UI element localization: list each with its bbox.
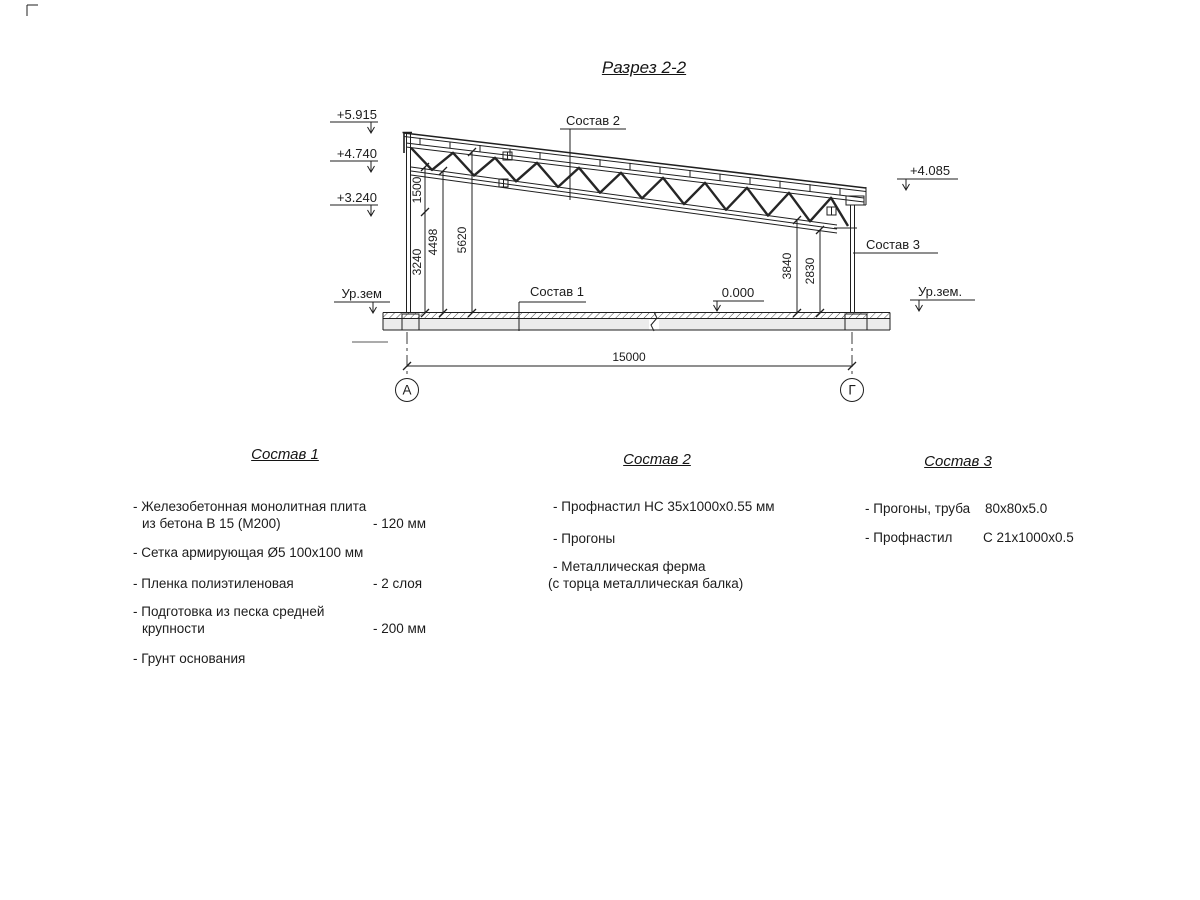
elevation-mark-zero <box>713 285 764 311</box>
axis-marker-a <box>396 379 419 402</box>
floor-slab <box>383 312 890 331</box>
legend-item-value: - 200 мм <box>373 621 427 636</box>
ground-level-mark-right <box>910 284 975 311</box>
section-drawing <box>0 0 1200 440</box>
dimension-label: 1500 <box>410 176 424 204</box>
dimension-15000 <box>403 332 856 377</box>
elevation-mark-4740 <box>330 146 378 172</box>
ground-label: Ур.зем. <box>918 284 963 299</box>
legend-item-line: - Пленка полиэтиленовая <box>133 576 294 591</box>
dimension-3240 <box>410 212 429 317</box>
legend-item-line: - Сетка армирующая Ø5 100х100 мм <box>133 545 364 560</box>
dimension-label: 5620 <box>455 226 469 254</box>
dimension-label: 4498 <box>426 228 440 256</box>
legend-item-line: - Металлическая ферма <box>553 559 706 574</box>
elevation-label: +5.915 <box>336 107 377 122</box>
axis-label: Г <box>848 382 856 398</box>
legend-item-line: - Профнастил НС 35х1000х0.55 мм <box>553 499 775 514</box>
callout-sostav-2 <box>560 113 626 200</box>
ground-label: Ур.зем <box>341 286 382 301</box>
legend-item-value: 80х80х5.0 <box>985 501 1048 516</box>
axis-label: А <box>402 382 412 398</box>
callout-label: Состав 2 <box>566 113 620 128</box>
drawing-title: Разрез 2-2 <box>601 58 687 77</box>
legend-title: Состав 1 <box>251 446 319 463</box>
dimension-2830 <box>803 226 824 317</box>
legend-item-line: из бетона В 15 (М200) <box>142 516 281 531</box>
dimension-label: 2830 <box>803 257 817 285</box>
legend-item-line: - Профнастил <box>865 530 953 545</box>
legend-item-line: - Подготовка из песка средней <box>133 604 325 619</box>
left-column <box>407 133 411 313</box>
elevation-label: +4.085 <box>909 163 951 178</box>
legend-item-line: крупности <box>142 621 205 636</box>
elevation-label: 0.000 <box>721 285 755 300</box>
ground-level-mark-left <box>334 286 390 313</box>
legend-item-line: - Прогоны <box>553 531 616 546</box>
legend-item-value: - 120 мм <box>373 516 427 531</box>
legend-item-value: - 2 слоя <box>373 576 423 591</box>
page-corner-mark <box>27 5 38 16</box>
dimension-3840 <box>780 216 801 317</box>
callout-label: Состав 3 <box>866 237 920 252</box>
right-column <box>851 205 855 313</box>
dimension-label: 3240 <box>410 248 424 276</box>
legend-title: Состав 2 <box>623 451 691 468</box>
callout-sostav-3 <box>853 237 938 253</box>
elevation-label: +3.240 <box>336 190 377 205</box>
elevation-mark-5915 <box>330 107 378 133</box>
legend-item-line: - Железобетонная монолитная плита <box>133 499 367 514</box>
callout-label: Состав 1 <box>530 284 584 299</box>
elevation-mark-4085 <box>897 163 958 190</box>
legend-item-value: С 21х1000х0.5 <box>983 530 1074 545</box>
legend-item-line: - Прогоны, труба <box>865 501 971 516</box>
axis-marker-g <box>841 379 864 402</box>
legend-item-line: - Грунт основания <box>133 651 246 666</box>
legend-title: Состав 3 <box>924 453 992 470</box>
dimension-label: 15000 <box>612 350 646 364</box>
elevation-mark-3240 <box>330 190 378 216</box>
dimension-label: 3840 <box>780 252 794 280</box>
elevation-label: +4.740 <box>336 146 377 161</box>
legend-item-line: (с торца металлическая балка) <box>548 576 744 591</box>
dimension-4498 <box>426 167 447 317</box>
